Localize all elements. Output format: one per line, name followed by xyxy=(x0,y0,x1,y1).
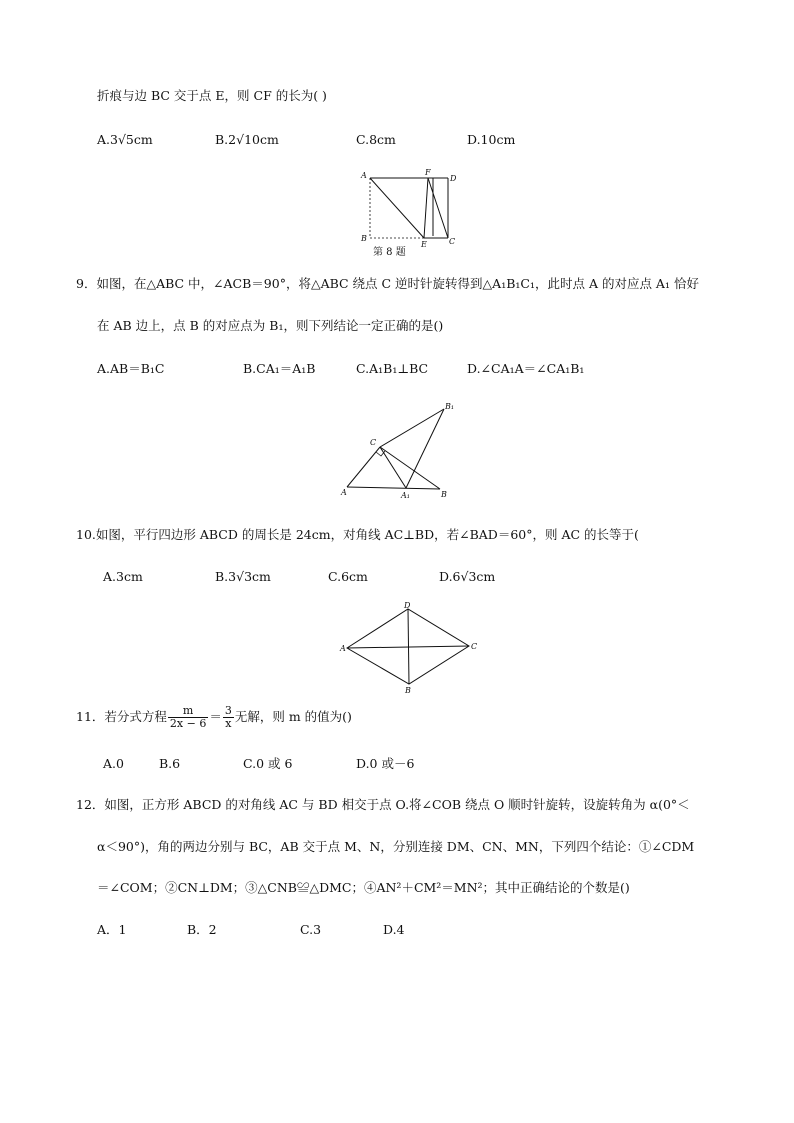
q8-stem: 折痕与边 BC 交于点 E，则 CF 的长为( ) xyxy=(97,88,327,103)
q8-option-c: C.8cm xyxy=(356,132,396,147)
q10-option-b: B.3√3cm xyxy=(215,569,271,584)
q9-option-b: B.CA₁＝A₁B xyxy=(243,361,316,376)
q12-option-d: D.4 xyxy=(383,922,405,937)
q9-stem-line1: 9．如图，在△ABC 中，∠ACB＝90°，将△ABC 绕点 C 逆时针旋转得到△A₁B₁C₁，此时点 A 的对应点 A₁ 恰好 xyxy=(76,276,699,291)
q12-option-a: A．1 xyxy=(97,922,127,937)
q8-label-c: C xyxy=(449,237,456,246)
q11-stem xyxy=(76,702,352,732)
q11-option-c: C.0 或 6 xyxy=(243,756,293,771)
q9-label-a1: A₁ xyxy=(401,491,410,500)
q11-suffix: 无解，则 m 的值为() xyxy=(234,709,352,724)
q10-option-d: D.6√3cm xyxy=(439,569,496,584)
q12-option-c: C.3 xyxy=(300,922,322,937)
q10-figure xyxy=(338,600,483,695)
q10-label-c: C xyxy=(471,642,478,651)
q8-option-d: D.10cm xyxy=(467,132,516,147)
q11-fraction-1-denominator: 2x − 6 xyxy=(169,717,207,730)
q11-fraction-2 xyxy=(223,705,234,730)
q11-option-b: B.6 xyxy=(159,756,181,771)
q11-fraction-1-numerator: m xyxy=(168,705,208,718)
q9-figure xyxy=(338,400,463,506)
q11-option-d: D.0 或－6 xyxy=(356,756,415,771)
q8-label-d: D xyxy=(450,174,457,183)
q11-fraction-2-denominator: x xyxy=(225,717,232,730)
q9-option-d: D.∠CA₁A＝∠CA₁B₁ xyxy=(467,361,585,376)
q9-option-a: A.AB＝B₁C xyxy=(97,361,165,376)
q11-option-a: A.0 xyxy=(103,756,124,771)
q10-label-b: B xyxy=(405,686,411,695)
q8-figure-caption: 第 8 题 xyxy=(373,247,406,258)
q9-label-b: B xyxy=(441,490,447,499)
q11-fraction-1 xyxy=(168,705,208,730)
q9-label-b1: B₁ xyxy=(445,402,455,411)
q9-stem-line2: 在 AB 边上，点 B 的对应点为 B₁，则下列结论一定正确的是() xyxy=(97,318,444,333)
q12-stem-line3: ＝∠COM；②CN⊥DM；③△CNB≌△DMC；④AN²＋CM²＝MN²；其中正确结论的个数是() xyxy=(97,880,630,895)
q9-label-a: A xyxy=(341,488,347,497)
q11-fraction-2-numerator: 3 xyxy=(224,704,232,717)
q8-label-f: F xyxy=(425,168,431,177)
q11-equals: ＝ xyxy=(209,709,222,724)
q8-figure xyxy=(355,168,465,260)
q8-option-a: A.3√5cm xyxy=(97,132,153,147)
q12-option-b: B．2 xyxy=(187,922,217,937)
q8-option-b: B.2√10cm xyxy=(215,132,279,147)
q12-stem-line2: α＜90°)，角的两边分别与 BC，AB 交于点 M、N，分别连接 DM、CN、MN，下列四个结论：①∠CDM xyxy=(97,839,695,854)
q8-label-b: B xyxy=(361,234,367,243)
q8-label-e: E xyxy=(421,240,427,249)
q11-prefix: 11．若分式方程 xyxy=(76,709,167,724)
q12-stem-line1: 12．如图，正方形 ABCD 的对角线 AC 与 BD 相交于点 O.将∠COB 绕点 O 顺时针旋转，设旋转角为 α(0°＜ xyxy=(76,797,690,812)
q9-option-c: C.A₁B₁⊥BC xyxy=(356,361,429,376)
q10-option-c: C.6cm xyxy=(328,569,368,584)
q10-option-a: A.3cm xyxy=(103,569,143,584)
q10-label-a: A xyxy=(340,644,346,653)
q10-stem: 10.如图，平行四边形 ABCD 的周长是 24cm，对角线 AC⊥BD，若∠BAD＝60°，则 AC 的长等于( xyxy=(76,527,639,542)
q8-label-a: A xyxy=(361,171,367,180)
q10-label-d: D xyxy=(404,601,411,610)
q9-label-c: C xyxy=(370,438,377,447)
